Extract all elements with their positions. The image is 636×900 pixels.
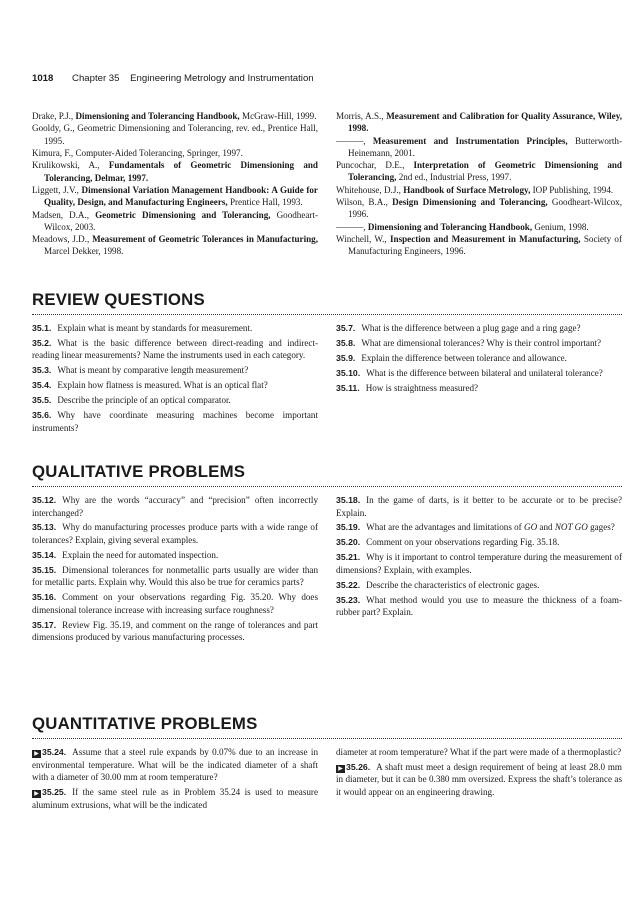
review-questions-heading	[32, 290, 622, 310]
chapter-number: Chapter 35	[72, 73, 120, 84]
reference-entry: Winchell, W., Inspection and Measurement in Manufacturing, Society of Manufacturing Engineers, 1996.	[336, 234, 622, 257]
quantitative-problems-title: QUANTITATIVE PROBLEMS	[32, 714, 258, 733]
question: 35.11. How is straightness measured?	[336, 382, 479, 393]
qualitative-right-column	[336, 494, 622, 646]
qualitative-problems-title: QUALITATIVE PROBLEMS	[32, 462, 246, 481]
reference-entry: Wilson, B.A., Design Dimensioning and Tolerancing, Goodheart-Wilcox, 1996.	[336, 197, 622, 220]
question: ▶ 35.26. A shaft must meet a design requirement of being at least 28.0 mm in diameter, but it can be 0.380 mm oversized. Express the shaft’s tolerance as it would appear on an engineering drawing.	[336, 761, 622, 798]
question: 35.20. Comment on your observations regarding Fig. 35.18.	[336, 537, 560, 548]
reference-entry: ———, Dimensioning and Tolerancing Handbook, Genium, 1998.	[336, 221, 589, 232]
question: ▶ 35.24. Assume that a steel rule expands by 0.07% due to an increase in environmental temperature. What will be the indicated diameter of a shaft with a diameter of 30.00 mm at room temperature?	[32, 747, 318, 783]
question: 35.10. What is the difference between bilateral and unilateral tolerance?	[336, 367, 603, 378]
section-divider	[32, 738, 622, 739]
reference-entry: Gooldy, G., Geometric Dimensioning and Tolerancing, rev. ed., Prentice Hall, 1995.	[32, 123, 318, 146]
question: 35.15. Dimensional tolerances for nonmetallic parts usually are wider than for metallic parts. Explain why. Would this also be true for ceramics parts?	[32, 564, 318, 588]
question: 35.17. Review Fig. 35.19, and comment on the range of tolerances and part dimensions produced by various manufacturing processes.	[32, 619, 318, 643]
reference-entry: ———, Measurement and Instrumentation Principles, Butterworth-Heinemann, 2001.	[336, 135, 623, 158]
qualitative-left-column	[32, 494, 318, 646]
quantitative-left-column	[32, 746, 318, 814]
question: 35.7. What is the difference between a plug gage and a ring gage?	[336, 323, 581, 333]
reference-entry: Meadows, J.D., Measurement of Geometric Tolerances in Manufacturing, Marcel Dekker, 1998.	[32, 234, 318, 257]
quantitative-problems-heading	[32, 714, 622, 734]
question: 35.22. Describe the characteristics of electronic gages.	[336, 579, 540, 590]
review-questions-title: REVIEW QUESTIONS	[32, 290, 205, 309]
reference-entry: Madsen, D.A., Geometric Dimensioning and Tolerancing, Goodheart-Wilcox, 2003.	[32, 209, 318, 232]
review-left-column	[32, 322, 318, 437]
solution-marker-icon: ▶	[32, 790, 41, 798]
question-continuation: diameter at room temperature? What if the part were made of a thermoplastic?	[336, 747, 622, 757]
question: 35.14. Explain the need for automated inspection.	[32, 549, 219, 560]
question: 35.5. Describe the principle of an optical comparator.	[32, 395, 231, 406]
bibliography-right-column	[336, 110, 622, 258]
question: 35.13. Why do manufacturing processes produce parts with a wide range of tolerances? Explain, giving several examples.	[32, 522, 318, 546]
bibliography-left-column	[32, 110, 318, 258]
solution-marker-icon: ▶	[336, 765, 345, 773]
question: 35.21. Why is it important to control temperature during the measurement of dimensions? Explain, with examples.	[336, 552, 622, 575]
reference-entry: Puncochar, D.E., Interpretation of Geometric Dimensioning and Tolerancing, 2nd ed., Industrial Press, 1997.	[336, 160, 622, 183]
question: 35.4. Explain how flatness is measured. What is an optical flat?	[32, 380, 268, 391]
running-head	[32, 73, 314, 84]
quantitative-right-column	[336, 746, 622, 814]
review-right-column	[336, 322, 622, 437]
question: 35.9. Explain the difference between tolerance and allowance.	[336, 352, 567, 363]
question: 35.8. What are dimensional tolerances? Why is their control important?	[336, 337, 602, 348]
question: 35.16. Comment on your observations regarding Fig. 35.20. Why does dimensional tolerance increase with increasing surface roughness?	[32, 592, 318, 615]
question: 35.2. What is the basic difference between direct-reading and indirect-reading linear measurements? Name the instruments used in each category.	[32, 337, 318, 361]
reference-entry: Liggett, J.V., Dimensional Variation Management Handbook: A Guide for Quality, Design, and Manufacturing Engineers, Prentice Hall, 1993.	[32, 184, 318, 208]
question: 35.19. What are the advantages and limitations of GO and NOT GO gages?	[336, 522, 615, 533]
section-divider	[32, 486, 622, 487]
page-number: 1018	[32, 73, 54, 84]
reference-entry: Whitehouse, D.J., Handbook of Surface Metrology, IOP Publishing, 1994.	[336, 184, 614, 195]
reference-entry: Drake, P.J., Dimensioning and Tolerancing Handbook, McGraw-Hill, 1999.	[32, 111, 317, 121]
qualitative-problems	[32, 494, 622, 646]
qualitative-problems-heading	[32, 462, 622, 482]
question: 35.6. Why have coordinate measuring machines become important instruments?	[32, 410, 318, 433]
chapter-title: Engineering Metrology and Instrumentation	[130, 73, 314, 84]
question: 35.3. What is meant by comparative length measurement?	[32, 365, 249, 376]
quantitative-problems	[32, 746, 622, 814]
question: 35.12. Why are the words “accuracy” and “precision” often incorrectly interchanged?	[32, 495, 318, 518]
question: ▶ 35.25. If the same steel rule as in Problem 35.24 is used to measure aluminum extrusions, what will be the indicated	[32, 787, 318, 810]
section-divider	[32, 314, 622, 315]
question: 35.23. What method would you use to measure the thickness of a foam-rubber part? Explain.	[336, 594, 622, 618]
bibliography	[32, 110, 622, 258]
reference-entry: Krulikowski, A., Fundamentals of Geometric Dimensioning and Tolerancing, Delmar, 1997.	[32, 160, 318, 183]
solution-marker-icon: ▶	[32, 750, 41, 758]
reference-entry: Kimura, F., Computer-Aided Tolerancing, Springer, 1997.	[32, 147, 243, 158]
question: 35.1. Explain what is meant by standards for measurement.	[32, 323, 253, 333]
reference-entry: Morris, A.S., Measurement and Calibration for Quality Assurance, Wiley, 1998.	[336, 111, 623, 134]
question: 35.18. In the game of darts, is it better to be accurate or to be precise? Explain.	[336, 495, 622, 518]
review-questions	[32, 322, 622, 437]
